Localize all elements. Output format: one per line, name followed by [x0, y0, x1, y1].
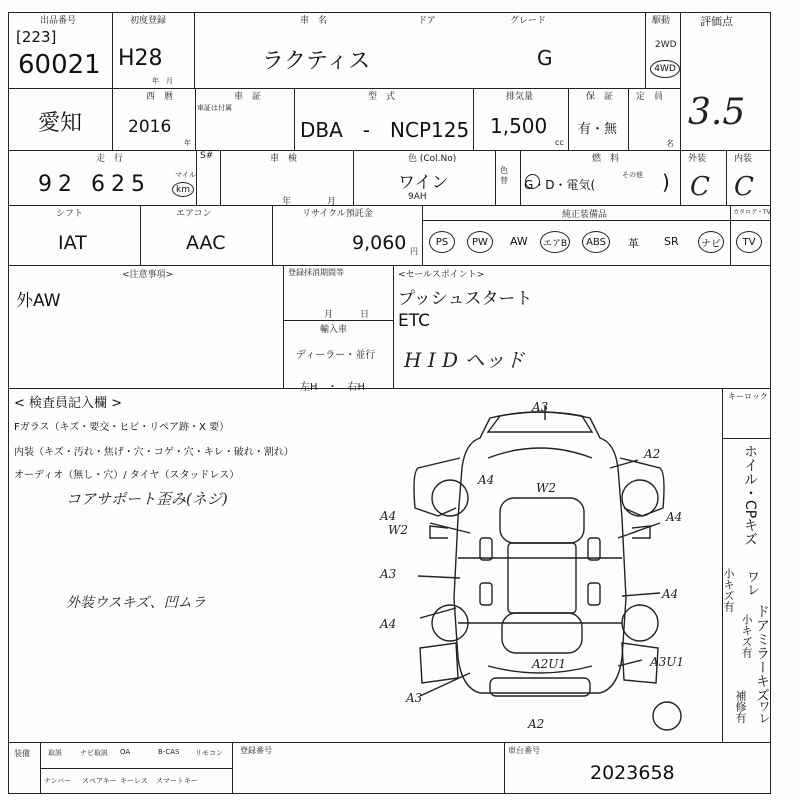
sales-point-3: H I D ヘッド [404, 348, 525, 372]
mark-rear-bumper: A2 [528, 717, 545, 731]
recycle-fee: 9,060 [352, 232, 407, 254]
insurance-label: 保 証 [586, 92, 614, 102]
drive-4wd-circled: 4WD [650, 60, 680, 78]
year-month-label: 年 月 [152, 77, 173, 85]
caution-label: <注意事項> [122, 270, 174, 280]
capacity-label: 定 員 [636, 92, 664, 102]
chassis-label: 車台番号 [508, 746, 540, 755]
chassis-number: 2023658 [590, 762, 675, 784]
mark-hood: A4 [478, 473, 495, 487]
side-note-wheel: ホイル・CPキズ [742, 444, 758, 547]
equip-label: 純正装備品 [562, 210, 608, 220]
equip-pw: PW [467, 231, 493, 253]
year-label: 西 暦 [146, 92, 174, 102]
inspector-audio: オーディオ（無し・穴）/ タイヤ（スタッドレス） [14, 470, 240, 481]
equip-leather: 革 [628, 237, 639, 250]
grade: G [537, 46, 553, 70]
mark-windshield: W2 [536, 481, 556, 495]
sharp-label: S# [200, 151, 214, 161]
grade-label: グレード [510, 16, 547, 26]
shaken-date: 年 月 [282, 197, 337, 207]
color-label: 色 (Col.No) [408, 154, 457, 164]
keylock-label: キーロック [728, 392, 768, 401]
displacement-label: 排気量 [506, 92, 534, 102]
sales-point-2: ETC [398, 311, 430, 331]
car-name: ラクティス [262, 49, 371, 74]
cc-label: cc [555, 138, 564, 147]
mark-left-w2: W2 [388, 523, 408, 537]
capacity-suffix: 名 [666, 139, 674, 148]
fuel-other-label: その他 [622, 171, 643, 179]
reg-expiry-label: 登録抹消期間等 [288, 268, 344, 277]
import-label: 輸入車 [320, 325, 348, 335]
fuel-options: G・D・電気( [524, 178, 596, 192]
inspector-title: < 検査員記入欄 > [14, 396, 123, 411]
footer-item-spare-key: スペアキー [82, 777, 117, 785]
lot-bracket: [223] [16, 28, 57, 46]
mark-left-rear: A4 [380, 617, 397, 631]
score: 3.5 [688, 92, 746, 133]
inspection-note: 車証は付属 [197, 104, 232, 112]
border-bottom [8, 793, 770, 794]
mark-rear-right: A3U1 [650, 655, 685, 669]
inspector-note-2: 外装ウスキズ、凹ムラ [66, 595, 206, 611]
year-suffix: 年 [184, 139, 191, 147]
fuel-paren-close: ) [662, 170, 670, 194]
month-day: 月 日 [324, 310, 370, 320]
lot-number: 60021 [18, 50, 101, 80]
side-note-repair: 補修有 [734, 690, 747, 723]
exterior-grade: C [690, 172, 710, 202]
mark-front-bumper: A3 [532, 400, 549, 414]
color: ワイン [398, 173, 449, 193]
caution: 外AW [16, 291, 61, 311]
equip-airbag: エアB [540, 231, 570, 253]
side-note-wa-2: ワレ [757, 700, 771, 724]
first-reg: H28 [118, 46, 163, 71]
mark-rear-left: A3 [406, 691, 423, 705]
footer-item-remote: リモコン [195, 749, 223, 757]
equip-abs: ABS [582, 231, 610, 253]
inspector-glass: Fガラス（キズ・要交・ヒビ・リペア跡・X 要） [14, 422, 230, 433]
inspection-label: 車 証 [234, 92, 262, 102]
mark-front-right: A2 [644, 447, 661, 461]
lot-label: 出品番号 [40, 16, 77, 26]
interior-grade: C [734, 172, 754, 202]
register-label: 登録番号 [240, 746, 272, 755]
color-code: 9AH [408, 192, 427, 202]
footer-item-oa: OA [120, 748, 131, 756]
car-damage-diagram [360, 398, 720, 738]
equip-tv: TV [736, 231, 762, 253]
footer-item-bcas: B-CAS [158, 748, 180, 756]
mileage: 92 625 [38, 172, 151, 197]
footer-item-number: ナンバー [44, 777, 72, 785]
mark-left-front: A4 [380, 509, 397, 523]
displacement: 1,500 [490, 114, 548, 138]
footer-item-navi-manual: ナビ取説 [80, 749, 108, 757]
shift-label: シフト [56, 209, 84, 219]
side-note-mirror: ドアミラーキズ [754, 604, 770, 702]
mileage-label: 走 行 [96, 154, 124, 164]
inspector-note-1: コアサポート歪み(ネジ) [66, 490, 228, 508]
equip-sunroof: SR [664, 235, 679, 248]
score-label: 評価点 [700, 15, 733, 28]
mark-left-door: A3 [380, 567, 397, 581]
shift: IAT [58, 232, 87, 254]
shaken-label: 車 検 [270, 154, 298, 164]
mark-right-front: A4 [666, 510, 683, 524]
equip-navi: ナビ [698, 231, 724, 253]
fuel-label: 燃 料 [592, 154, 620, 164]
color-change-label: 色替 [500, 166, 508, 185]
drive-2wd: 2WD [655, 40, 677, 50]
mile-label: マイル [175, 171, 196, 179]
km-circled: km [172, 182, 194, 197]
car-name-label: 車 名 [300, 16, 328, 26]
footer-item-smart-key: スマートキー [156, 777, 198, 785]
side-note-small-scratch-1: 小キズ有 [722, 568, 735, 612]
footer-item-keyless: キーレス [120, 777, 148, 785]
recycle-label: リサイクル預託金 [302, 209, 373, 219]
exterior-label: 外装 [688, 154, 707, 164]
aircon: AAC [186, 232, 226, 254]
footer-equip-label: 装備 [14, 749, 30, 758]
side-note-wa: ワレ [744, 570, 759, 596]
insurance: 有・無 [578, 122, 618, 137]
drive-label: 駆動 [652, 16, 671, 26]
fuel-gas-circle [525, 174, 540, 189]
dealer: ディーラー・並行 [296, 350, 376, 361]
aircon-label: エアコン [176, 209, 212, 219]
region: 愛知 [38, 111, 83, 136]
steering: 左H ・ 右H [300, 382, 366, 393]
equip-ps: PS [429, 231, 455, 253]
yen-label: 円 [410, 247, 418, 256]
door-label: ドア [418, 16, 436, 26]
mark-rear-panel: A2U1 [532, 657, 567, 671]
interior-label: 内装 [734, 154, 753, 164]
catalog-label: カタログ・TV [733, 209, 771, 216]
model-label: 型 式 [368, 92, 396, 102]
mark-right-door: A4 [662, 587, 679, 601]
equip-aw: AW [510, 235, 528, 248]
model: DBA - NCP125 [300, 118, 470, 142]
sales-point-1: プッシュスタート [398, 289, 533, 309]
side-note-small-scratch-2: 小キズ有 [740, 614, 753, 658]
sales-label: <セールスポイント> [398, 270, 485, 280]
year: 2016 [128, 117, 172, 137]
inspector-interior: 内装（キズ・汚れ・焦げ・穴・コゲ・穴・キレ・破れ・割れ） [14, 447, 294, 458]
first-reg-label: 初度登録 [130, 16, 167, 26]
footer-item-manual: 取説 [48, 749, 62, 757]
border-left [8, 12, 9, 794]
